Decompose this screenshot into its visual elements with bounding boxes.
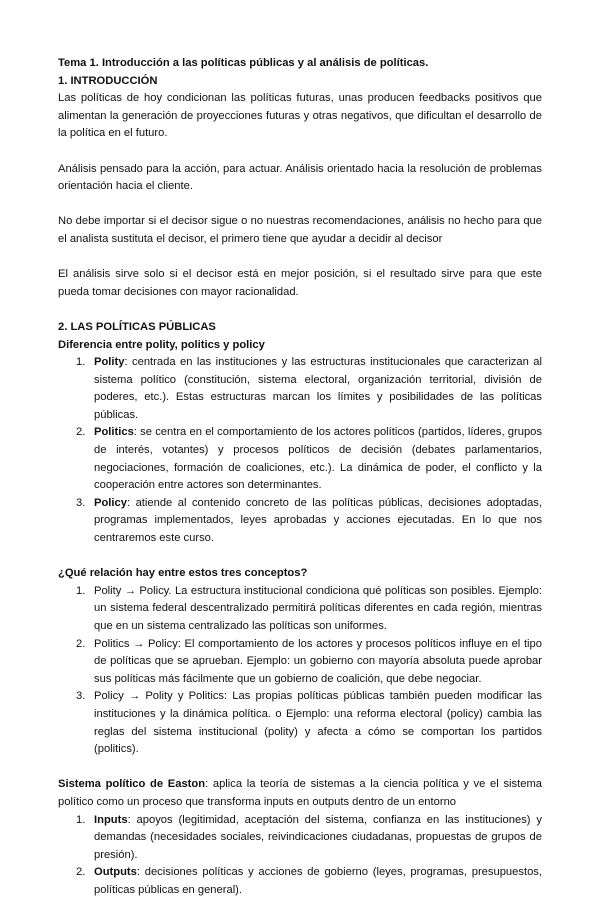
list-item (58, 864, 542, 899)
list-number: 3. (76, 496, 86, 509)
list-number: 2. (76, 426, 86, 439)
concepts-list (58, 354, 542, 548)
list-item (58, 354, 542, 424)
relation-heading: ¿Qué relación hay entre estos tres conceptos? (58, 567, 308, 580)
document-title: Tema 1. Introducción a las políticas públicas y al análisis de políticas. (58, 57, 429, 69)
term: Sistema político de Easton (58, 778, 206, 791)
paragraph: No debe importar si el decisor sigue o no nuestras recomendaciones, análisis no hecho para que el analista sustituta el decisor, el primero tiene que ayudar a decidir al decisor (58, 215, 542, 245)
list-number: 2. (76, 866, 86, 879)
easton-paragraph (58, 776, 542, 811)
list-number: 1. (76, 813, 86, 826)
document-page (58, 55, 542, 900)
term: Outputs (94, 866, 137, 879)
term: Policy (94, 496, 127, 509)
list-number: 1. (76, 584, 86, 597)
paragraph: El análisis sirve solo si el decisor está en mejor posición, si el resultado sirve para que este pueda tomar decisiones con mayor racionalidad. (58, 268, 542, 298)
definition: : aplica la teoría de sistemas a la ciencia política y ve el sistema político como un proceso que transforma inputs en outputs dentro de un entorno (58, 778, 542, 808)
definition: : atiende al contenido concreto de las políticas públicas, decisiones adoptadas, programas implementados, leyes aprobadas y acciones ejecutadas. En lo que nos centraremos este curso. (94, 496, 542, 545)
list-item (58, 812, 542, 865)
list-item (58, 636, 542, 689)
term: Politics (94, 426, 134, 439)
term: Inputs (94, 813, 128, 826)
list-item (58, 424, 542, 494)
relation-text: Policy → Polity y Politics: Las propias políticas públicas también pueden modificar las instituciones y la dinámica política. o Ejemplo: una reforma electoral (policy) cambia las reglas del sistema institucional (polity) y afecta a cómo se comportan los partidos (politics). (94, 690, 542, 756)
list-item (58, 583, 542, 636)
paragraph: Análisis pensado para la acción, para actuar. Análisis orientado hacia la resolución de problemas orientación hacia el cliente. (58, 162, 542, 193)
definition: : se centra en el comportamiento de los actores políticos (partidos, líderes, grupos de interés, votantes) y procesos políticos de decisión (debates parlamentarios, negociaciones, formación de coaliciones, etc.). La dinámica de poder, el conflicto y la cooperación entre actores son determinantes. (94, 426, 542, 492)
section-2-subheading: Diferencia entre polity, politics y policy (58, 338, 265, 351)
definition: : centrada en las instituciones y las estructuras institucionales que caracterizan al sistema político (constitución, sistema electoral, organización territorial, división de poderes, etc.). Estas estructuras marcan los límites y posibilidades de las políticas públicas. (94, 356, 542, 421)
term: Polity (94, 356, 125, 369)
list-number: 3. (76, 690, 86, 703)
relation-text: Polity → Policy. La estructura institucional condiciona qué políticas son posibles. Ejemplo: un sistema federal descentralizado permitirá políticas diferentes en cada región, mientras que en un sistema centralizado las políticas son uniformes. (94, 584, 542, 632)
relation-text: Politics → Policy: El comportamiento de los actores y procesos políticos influye en el tipo de políticas que se aprueban. Ejemplo: un gobierno con mayoría absoluta puede aprobar sus políticas más fácilmente que un gobierno de coalición, que debe negociar. (94, 637, 542, 685)
paragraph: Las políticas de hoy condicionan las políticas futuras, unas producen feedbacks positivos que alimentan la generación de proyecciones futuras y otras negativos, que dificultan el desarrollo de la política en el futuro. (58, 92, 542, 140)
definition: : decisiones políticas y acciones de gobierno (leyes, programas, presupuestos, políticas públicas en general). (94, 866, 542, 896)
list-number: 1. (76, 356, 86, 369)
list-item (58, 688, 542, 758)
easton-list (58, 812, 542, 900)
list-number: 2. (76, 637, 86, 650)
relation-list (58, 583, 542, 759)
section-1-heading: 1. INTRODUCCIÓN (58, 74, 158, 87)
list-item (58, 495, 542, 548)
definition: : apoyos (legitimidad, aceptación del sistema, confianza en las instituciones) y demandas (necesidades sociales, reivindicaciones ciudadanas, propuestas de grupos de presión). (94, 813, 542, 861)
section-2-heading: 2. LAS POLÍTICAS PÚBLICAS (58, 320, 216, 333)
